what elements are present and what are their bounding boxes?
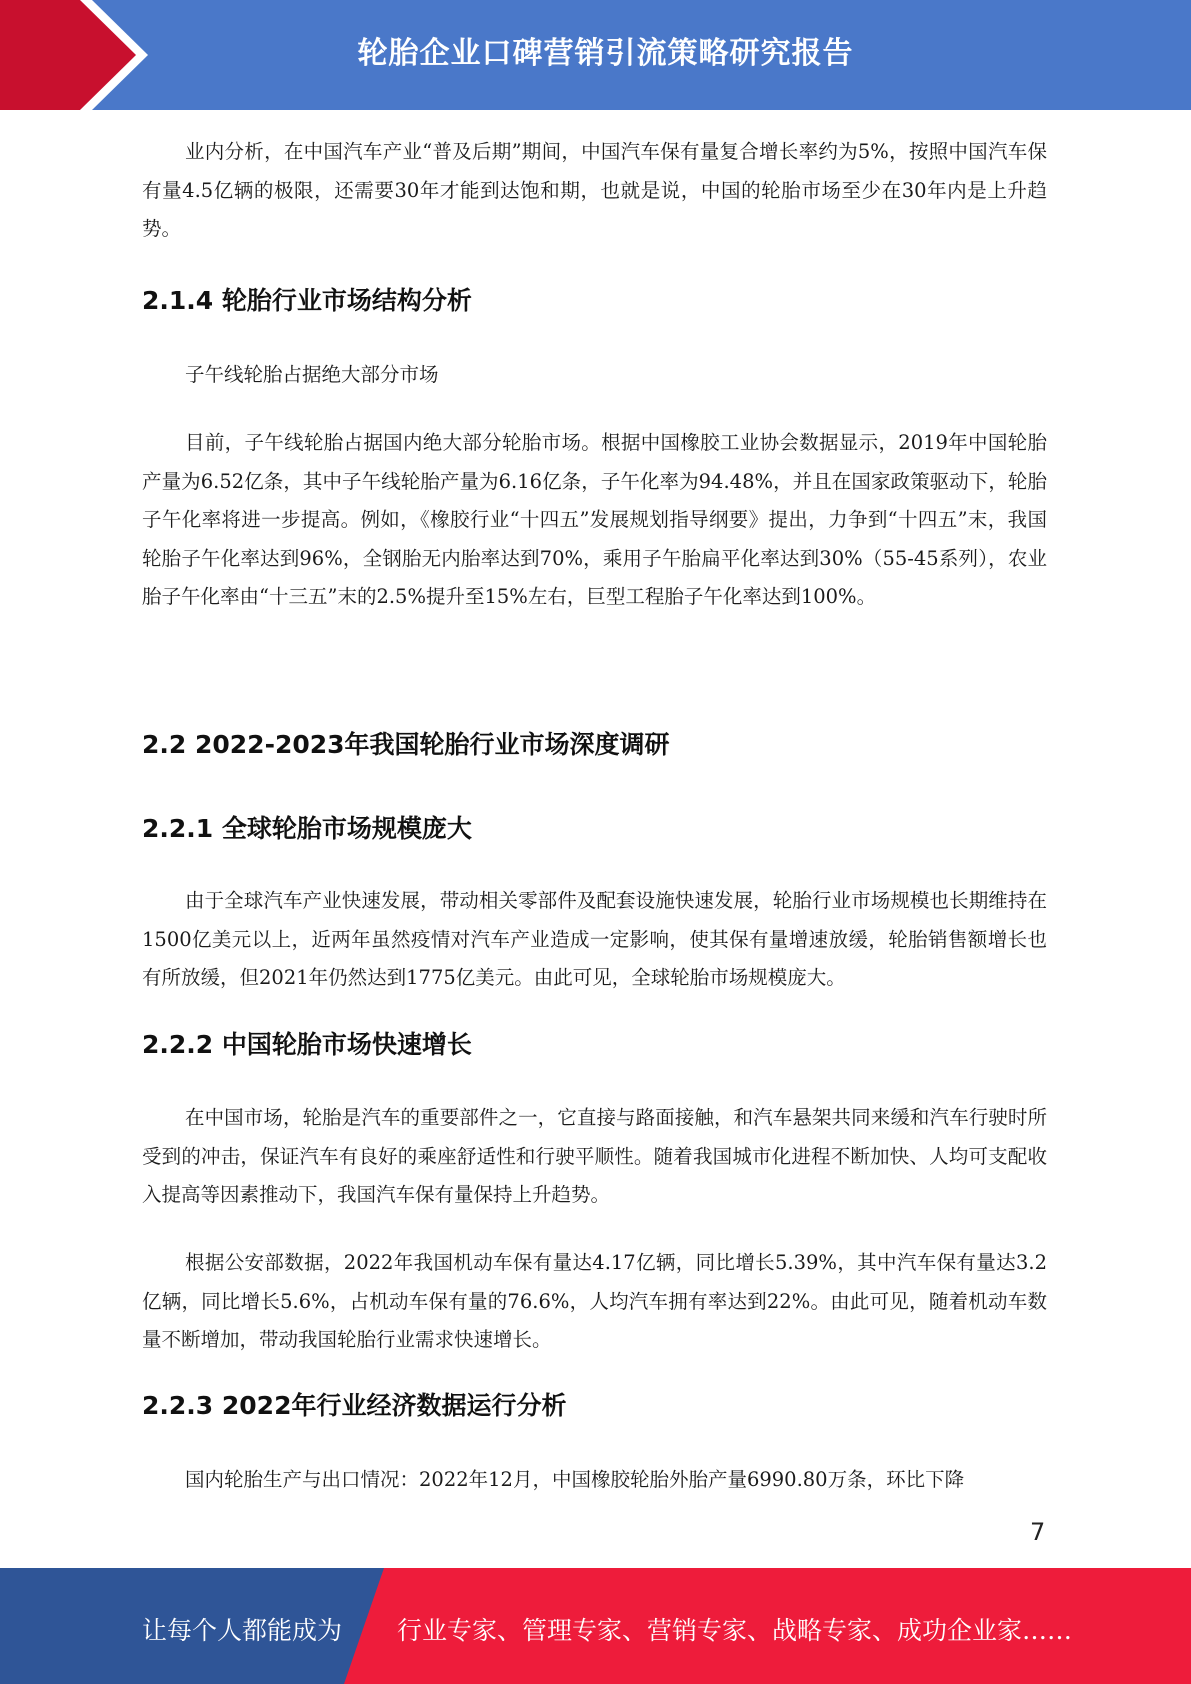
paragraph: 由于全球汽车产业快速发展，带动相关零部件及配套设施快速发展，轮胎行业市场规模也长期维持在1500亿美元以上，近两年虽然疫情对汽车产业造成一定影响，使其保有量增速放缓，轮胎销售额增长也有所放缓，但2021年仍然达到1775亿美元。由此可见，全球轮胎市场规模庞大。 (142, 889, 1047, 989)
footer-slogan-right: 行业专家、管理专家、营销专家、战略专家、成功企业家…… (397, 1616, 1073, 1645)
paragraph: 业内分析，在中国汽车产业“普及后期”期间，中国汽车保有量复合增长率约为5%，按照中国汽车保有量4.5亿辆的极限，还需要30年才能到达饱和期，也就是说，中国的轮胎市场至少在30年内是上升趋势。 (142, 140, 1047, 240)
paragraph: 国内轮胎生产与出口情况：2022年12月，中国橡胶轮胎外胎产量6990.80万条，环比下降 (185, 1468, 965, 1491)
paragraph: 子午线轮胎占据绝大部分市场 (185, 363, 439, 386)
paragraph: 目前，子午线轮胎占据国内绝大部分轮胎市场。根据中国橡胶工业协会数据显示，2019年中国轮胎产量为6.52亿条，其中子午线轮胎产量为6.16亿条，子午化率为94.48%，并且在国家政策驱动下，轮胎子午化率将进一步提高。例如，《橡胶行业“十四五”发展规划指导纲要》提出，力争到“十四五”末，我国轮胎子午化率达到96%，全钢胎无内胎率达到70%，乘用子午胎扁平化率达到30%（55-45系列），农业胎子午化率由“十三五”末的2.5%提升至15%左右，巨型工程胎子午化率达到100%。 (142, 431, 1047, 608)
paragraph: 在中国市场，轮胎是汽车的重要部件之一，它直接与路面接触，和汽车悬架共同来缓和汽车行驶时所受到的冲击，保证汽车有良好的乘座舒适性和行驶平顺性。随着我国城市化进程不断加快、人均可支配收入提高等因素推动下，我国汽车保有量保持上升趋势。 (142, 1106, 1047, 1206)
section-heading: 2.1.4 轮胎行业市场结构分析 (142, 286, 472, 315)
paragraph: 根据公安部数据，2022年我国机动车保有量达4.17亿辆，同比增长5.39%，其中汽车保有量达3.2亿辆，同比增长5.6%，占机动车保有量的76.6%，人均汽车拥有率达到22%。由此可见，随着机动车数量不断增加，带动我国轮胎行业需求快速增长。 (142, 1251, 1047, 1351)
section-heading: 2.2.3 2022年行业经济数据运行分析 (142, 1391, 567, 1420)
page-header (0, 0, 1191, 110)
footer-slogan-left: 让每个人都能成为 (142, 1616, 343, 1645)
report-title: 轮胎企业口碑营销引流策略研究报告 (357, 36, 854, 71)
page-number: 7 (1030, 1518, 1046, 1546)
page-footer (0, 1568, 1191, 1684)
section-heading: 2.2.1 全球轮胎市场规模庞大 (142, 814, 472, 843)
section-heading: 2.2.2 中国轮胎市场快速增长 (142, 1030, 472, 1059)
section-heading: 2.2 2022-2023年我国轮胎行业市场深度调研 (142, 730, 670, 759)
